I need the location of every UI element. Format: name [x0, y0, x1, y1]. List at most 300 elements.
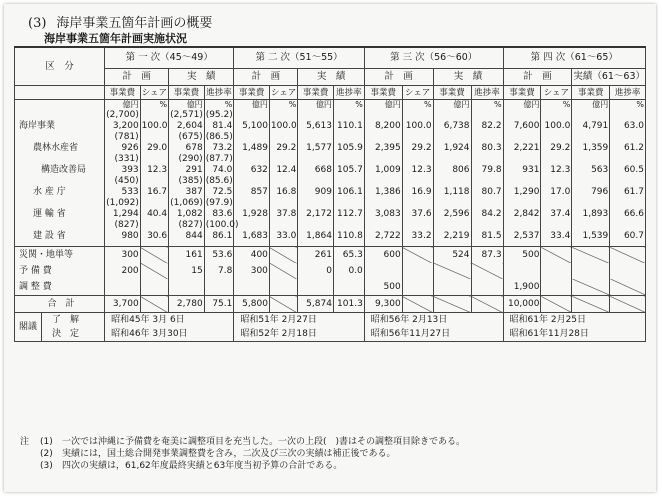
cell-value: 500 [503, 247, 541, 264]
footnote-text: 実績には，国土総合開発事業調整費を含み，二次及び三次の実績は補正後である。 [62, 449, 396, 459]
paren-value [269, 176, 297, 186]
actual-header: 実績（61〜63） [572, 69, 646, 86]
paren-value [503, 132, 541, 142]
unit-cost: 億円 [364, 100, 402, 111]
cell-value: 2,780 [169, 296, 205, 313]
cell-value: 1,924 [433, 142, 471, 154]
paren-value [234, 154, 270, 164]
blank-cell [15, 176, 105, 186]
paren-value [610, 198, 646, 208]
paren-value [503, 220, 541, 230]
cell-value: 37.6 [402, 208, 433, 220]
cell-value: 100.0 [141, 121, 168, 131]
row-label: 災関・地単等 [15, 247, 105, 264]
diagonal-cell [402, 247, 433, 264]
paren-value [364, 154, 402, 164]
paren-value [269, 154, 297, 164]
paren-value [402, 154, 433, 164]
cell-value: 3,083 [364, 208, 402, 220]
table-row-paren [15, 176, 646, 186]
blank-cell [15, 132, 105, 142]
footnote-number: (1) [40, 437, 53, 447]
paren-value [333, 110, 364, 120]
unit-cost: 億円 [234, 100, 270, 111]
cell-value: 12.4 [269, 164, 297, 176]
paren-value [471, 110, 503, 120]
cost-header: 事業費 [503, 86, 541, 100]
cell-value: 100.0 [402, 120, 433, 132]
cell-value: 86.1 [204, 230, 234, 242]
progress-header: 進捗率 [471, 86, 503, 100]
cell-value [333, 279, 364, 296]
blank-cell [15, 220, 105, 230]
cell-value: 1,577 [298, 142, 334, 154]
cell-value: 524 [433, 247, 471, 264]
cell-value: 7.8 [204, 263, 234, 279]
cell-value: 393 [105, 164, 141, 176]
decide-date: 昭和56年11月27日 [364, 327, 503, 342]
table-row [15, 208, 646, 220]
paren-value [503, 176, 541, 186]
share-header: シェア [402, 86, 433, 100]
cell-value: 2,604 [169, 120, 205, 132]
cabinet-sublabels [42, 313, 79, 341]
cell-value: 2,172 [298, 208, 334, 220]
diagonal-cell [541, 247, 572, 264]
cell-value: 200 [105, 263, 141, 279]
cell-value: 1,359 [572, 142, 610, 154]
row-label: 農林水産省 [15, 142, 105, 154]
cell-value [105, 279, 141, 296]
paren-value [140, 198, 168, 208]
cell-value: 105.7 [333, 164, 364, 176]
cell-value: 980 [105, 230, 141, 242]
cell-value: 5,800 [234, 296, 270, 313]
paren-value [503, 154, 541, 164]
paren-value [433, 110, 471, 120]
diagonal-cell [610, 296, 646, 313]
diagonal-cell [471, 296, 503, 313]
diagonal-cell [610, 279, 646, 296]
paren-value [572, 176, 610, 186]
paren-value [140, 110, 168, 120]
category-header: 区 分 [15, 47, 105, 86]
cabinet-decide-row [15, 327, 646, 342]
paren-value [140, 154, 168, 164]
cell-value: 1,900 [503, 279, 541, 296]
table-row [15, 263, 646, 279]
cell-value: 106.1 [333, 186, 364, 198]
paren-value: (2,571) [170, 110, 203, 120]
paren-value [364, 176, 402, 186]
period-header: 第 二 次（51〜55） [234, 47, 364, 69]
cell-value: 60.7 [610, 230, 646, 242]
diagonal-cell [572, 279, 610, 296]
paren-value [333, 198, 364, 208]
row-label: 構造改善局 [15, 164, 105, 176]
paren-value [471, 220, 503, 230]
section-heading [28, 12, 212, 31]
paren-value: (1,092) [106, 198, 139, 208]
paren-value [503, 110, 541, 120]
diagonal-cell [572, 296, 610, 313]
diagonal-cell [433, 263, 471, 279]
paren-value [433, 220, 471, 230]
cell-value: 66.6 [610, 208, 646, 220]
cell-value: 16.7 [140, 186, 168, 198]
unit-cost: 億円 [298, 100, 334, 111]
paren-value: (781) [105, 132, 141, 142]
cabinet-label-cell [15, 313, 105, 342]
paren-value [234, 220, 270, 230]
paren-value [140, 132, 168, 142]
cell-value [269, 279, 297, 296]
cell-value: 110.1 [333, 120, 364, 132]
paren-value [402, 176, 433, 186]
row-label: 運 輸 省 [15, 208, 105, 220]
cell-value [402, 263, 433, 279]
blank-header [15, 86, 105, 100]
cell-value [610, 263, 646, 279]
paren-value [333, 176, 364, 186]
cell-value: 2,842 [503, 208, 541, 220]
paren-value [402, 198, 433, 208]
cell-value: 2,537 [503, 230, 541, 242]
period-header: 第 一 次（45〜49） [105, 47, 234, 69]
cell-value: 60.5 [610, 164, 646, 176]
cell-value: 563 [572, 164, 610, 176]
cell-value: 844 [169, 230, 205, 242]
paren-value [610, 154, 646, 164]
table-row [15, 279, 646, 296]
decide-date: 昭和46年 3月30日 [105, 327, 234, 342]
paren-value [541, 154, 572, 164]
paren-value: (85.6) [205, 176, 233, 186]
plan-header: 計 画 [105, 69, 169, 86]
paren-value [140, 176, 168, 186]
cell-value: 80.7 [471, 186, 503, 198]
approve-date: 昭和61年 2月25日 [503, 313, 645, 328]
cell-value: 12.3 [140, 164, 168, 176]
unit-pct: % [541, 100, 572, 111]
table-row [15, 142, 646, 154]
paren-value [433, 132, 471, 142]
paren-value [364, 132, 402, 142]
header-row-periods [15, 47, 646, 69]
cell-value: 16.8 [269, 186, 297, 198]
cell-value: 1,683 [234, 230, 270, 242]
cell-value: 105.9 [333, 142, 364, 154]
paren-value [333, 154, 364, 164]
paren-value [541, 110, 572, 120]
cell-value: 7,600 [503, 120, 541, 132]
diagonal-cell [269, 296, 297, 313]
cell-value: 37.4 [541, 208, 572, 220]
cell-value: 12.3 [402, 164, 433, 176]
paren-value [572, 220, 610, 230]
diagonal-cell [471, 263, 503, 279]
cell-value: 73.2 [204, 142, 234, 154]
paren-value [433, 198, 471, 208]
paren-value [234, 176, 270, 186]
paren-value [269, 220, 297, 230]
footnote-3 [20, 460, 650, 472]
cell-value: 74.0 [204, 164, 234, 176]
cell-value [541, 279, 572, 296]
share-header: シェア [541, 86, 572, 100]
footnote-2 [20, 448, 650, 460]
paren-value [503, 198, 541, 208]
paren-value: (97.9) [205, 198, 233, 208]
cabinet-label-wrap [15, 313, 104, 341]
row-label: 建 設 省 [15, 230, 105, 242]
cell-value: 61.2 [610, 142, 646, 154]
paren-value [298, 198, 334, 208]
share-header: シェア [270, 87, 297, 98]
cell-value: 17.0 [541, 186, 572, 198]
cell-value: 79.8 [471, 164, 503, 176]
cell-value: 0.0 [333, 263, 364, 279]
table-title: 海岸事業五箇年計画実施状況 [44, 32, 187, 45]
cell-value: 909 [298, 186, 334, 198]
paren-value [269, 198, 297, 208]
paren-value: (100.0) [205, 220, 239, 230]
table-row-paren [15, 198, 646, 208]
paren-value [298, 176, 334, 186]
cell-value: 1,864 [298, 230, 334, 242]
cell-value: 4,791 [572, 120, 610, 132]
cell-value: 261 [298, 247, 334, 264]
cost-header: 事業費 [169, 86, 205, 100]
unit-cost: 億円 [105, 100, 141, 111]
cell-value: 72.5 [204, 186, 234, 198]
cell-value: 796 [572, 186, 610, 198]
diagonal-cell [402, 296, 433, 313]
cell-value: 291 [169, 164, 205, 176]
blank-cell [15, 198, 105, 208]
approve-date: 昭和56年 2月13日 [364, 313, 503, 328]
cabinet-approve-row [15, 313, 646, 328]
row-label: 予 備 費 [15, 263, 105, 279]
total-row [15, 296, 646, 313]
paren-value [364, 220, 402, 230]
diagonal-cell [269, 263, 297, 279]
unit-cost: 億円 [503, 100, 541, 111]
paren-value [471, 176, 503, 186]
cell-value: 87.3 [471, 247, 503, 264]
footnotes [20, 436, 650, 472]
unit-pct: % [471, 100, 503, 111]
footnote-lead: 注 [20, 437, 30, 447]
cell-value: 29.0 [140, 142, 168, 154]
plan-header: 計 画 [364, 69, 433, 86]
cell-value [433, 279, 471, 296]
paren-value: (87.7) [205, 154, 233, 164]
paren-value: (385) [169, 176, 205, 186]
cell-value: 600 [364, 247, 402, 264]
cell-value: 400 [234, 247, 270, 264]
cell-value: 926 [105, 142, 141, 154]
paren-value [541, 220, 572, 230]
paren-value [140, 220, 168, 230]
paren-value [333, 220, 364, 230]
paren-value [298, 110, 334, 120]
paren-value: (827) [169, 220, 205, 230]
cell-value: 632 [234, 164, 270, 176]
cell-value: 9,300 [364, 296, 402, 313]
cell-value [169, 279, 205, 296]
cell-value [402, 279, 433, 296]
unit-pct: % [204, 100, 234, 111]
cell-value: 5,613 [298, 120, 334, 132]
cell-value: 2,219 [433, 230, 471, 242]
paren-value [610, 220, 646, 230]
cell-value: 80.3 [471, 142, 503, 154]
section-title: 海岸事業五箇年計画の概要 [56, 16, 213, 31]
cell-value: 29.2 [402, 142, 433, 154]
paren-value: (290) [169, 154, 205, 164]
cell-value [364, 263, 402, 279]
unit-pct: % [610, 100, 646, 111]
cell-value: 857 [234, 186, 270, 198]
units-row [15, 100, 646, 111]
paren-value: (450) [105, 176, 141, 186]
footnote-text: 一次では沖縄に予備費を奄美に調整項目を充当した。一次の上段( )書はその調整項目除きである。 [62, 437, 466, 447]
cell-value [140, 279, 168, 296]
paren-value [572, 110, 610, 120]
progress-header: 進捗率 [333, 86, 364, 100]
paren-value [298, 220, 334, 230]
cost-header: 事業費 [572, 86, 610, 100]
cell-value: 1,290 [503, 186, 541, 198]
paren-value [402, 220, 433, 230]
diagonal-cell [610, 247, 646, 264]
decide-label: 決 定 [52, 329, 80, 339]
cell-value: 33.2 [402, 230, 433, 242]
cell-value [503, 263, 541, 279]
cell-value: 16.9 [402, 186, 433, 198]
cell-value: 81.4 [204, 120, 234, 132]
cell-value: 29.2 [541, 142, 572, 154]
decide-date: 昭和61年11月28日 [503, 327, 645, 342]
paren-value [234, 110, 270, 120]
paren-value [298, 154, 334, 164]
cost-header: 事業費 [433, 86, 471, 100]
five-year-plan-table [14, 46, 646, 342]
cell-value: 931 [503, 164, 541, 176]
paren-value [433, 154, 471, 164]
cell-value: 83.6 [204, 208, 234, 220]
paren-value [364, 198, 402, 208]
cell-value: 6,738 [433, 120, 471, 132]
table-row [15, 164, 646, 176]
cell-value: 1,082 [169, 208, 205, 220]
table-row-paren [15, 132, 646, 142]
cell-value: 3,700 [105, 296, 141, 313]
paren-value [541, 176, 572, 186]
paren-value [610, 132, 646, 142]
cell-value: 2,221 [503, 142, 541, 154]
cell-value [234, 279, 270, 296]
cell-value: 53.6 [204, 247, 234, 264]
cell-value: 33.4 [541, 230, 572, 242]
paren-value [269, 110, 297, 120]
cell-value: 61.7 [610, 186, 646, 198]
document-page [4, 4, 656, 492]
cell-value [541, 263, 572, 279]
paren-value [433, 176, 471, 186]
period-header: 第 三 次（56〜60） [364, 47, 503, 69]
header-row-plan-actual [15, 69, 646, 86]
footnote-number: (3) [40, 461, 53, 471]
diagonal-cell [140, 263, 168, 279]
cell-value: 37.8 [269, 208, 297, 220]
table-row-paren [15, 220, 646, 230]
row-label: 合 計 [15, 296, 105, 313]
unit-cost: 億円 [572, 100, 610, 111]
header-row-subcols [15, 86, 646, 100]
paren-value: (86.5) [205, 132, 233, 142]
blank-cell [15, 154, 105, 164]
table-row-paren [15, 154, 646, 164]
cell-value: 300 [105, 247, 141, 264]
plan-header: 計 画 [234, 69, 298, 86]
cell-value: 100.0 [270, 121, 297, 131]
footnote-1 [20, 436, 650, 448]
paren-value [471, 132, 503, 142]
diagonal-cell [433, 296, 471, 313]
cell-value [298, 279, 334, 296]
cell-value: 678 [169, 142, 205, 154]
unit-pct: % [140, 100, 168, 111]
cell-value: 387 [169, 186, 205, 198]
cell-value: 65.3 [333, 247, 364, 264]
actual-header: 実 績 [169, 69, 234, 86]
unit-pct: % [402, 100, 433, 111]
paren-value: (827) [105, 220, 141, 230]
table-row [15, 230, 646, 242]
cost-header: 事業費 [364, 86, 402, 100]
diagonal-cell [269, 247, 297, 264]
paren-value: (95.2) [205, 110, 233, 120]
cell-value: 40.4 [140, 208, 168, 220]
cell-value [204, 279, 234, 296]
cell-value: 5,100 [234, 120, 270, 132]
period-header: 第 四 次（61〜65） [503, 47, 645, 69]
cost-header: 事業費 [234, 86, 270, 100]
footnote-text: 四次の実績は，61,62年度最終実績と63年度当初予算の合計である。 [62, 461, 343, 471]
cell-value: 533 [105, 186, 141, 198]
paren-value [234, 132, 270, 142]
table-row-paren [15, 110, 646, 120]
blank-cell [15, 100, 105, 111]
cell-value: 110.8 [333, 230, 364, 242]
cost-header: 事業費 [298, 86, 334, 100]
cell-value: 3,200 [105, 120, 141, 132]
paren-value [610, 176, 646, 186]
cell-value: 2,596 [433, 208, 471, 220]
cell-value: 1,539 [572, 230, 610, 242]
blank-cell [15, 110, 105, 120]
paren-value [364, 110, 402, 120]
cell-value: 1,928 [234, 208, 270, 220]
diagonal-cell [140, 247, 168, 264]
cell-value: 63.0 [610, 120, 646, 132]
cell-value: 30.6 [140, 230, 168, 242]
paren-value [541, 132, 572, 142]
cell-value: 5,874 [298, 296, 334, 313]
paren-value: (1,069) [170, 198, 203, 208]
